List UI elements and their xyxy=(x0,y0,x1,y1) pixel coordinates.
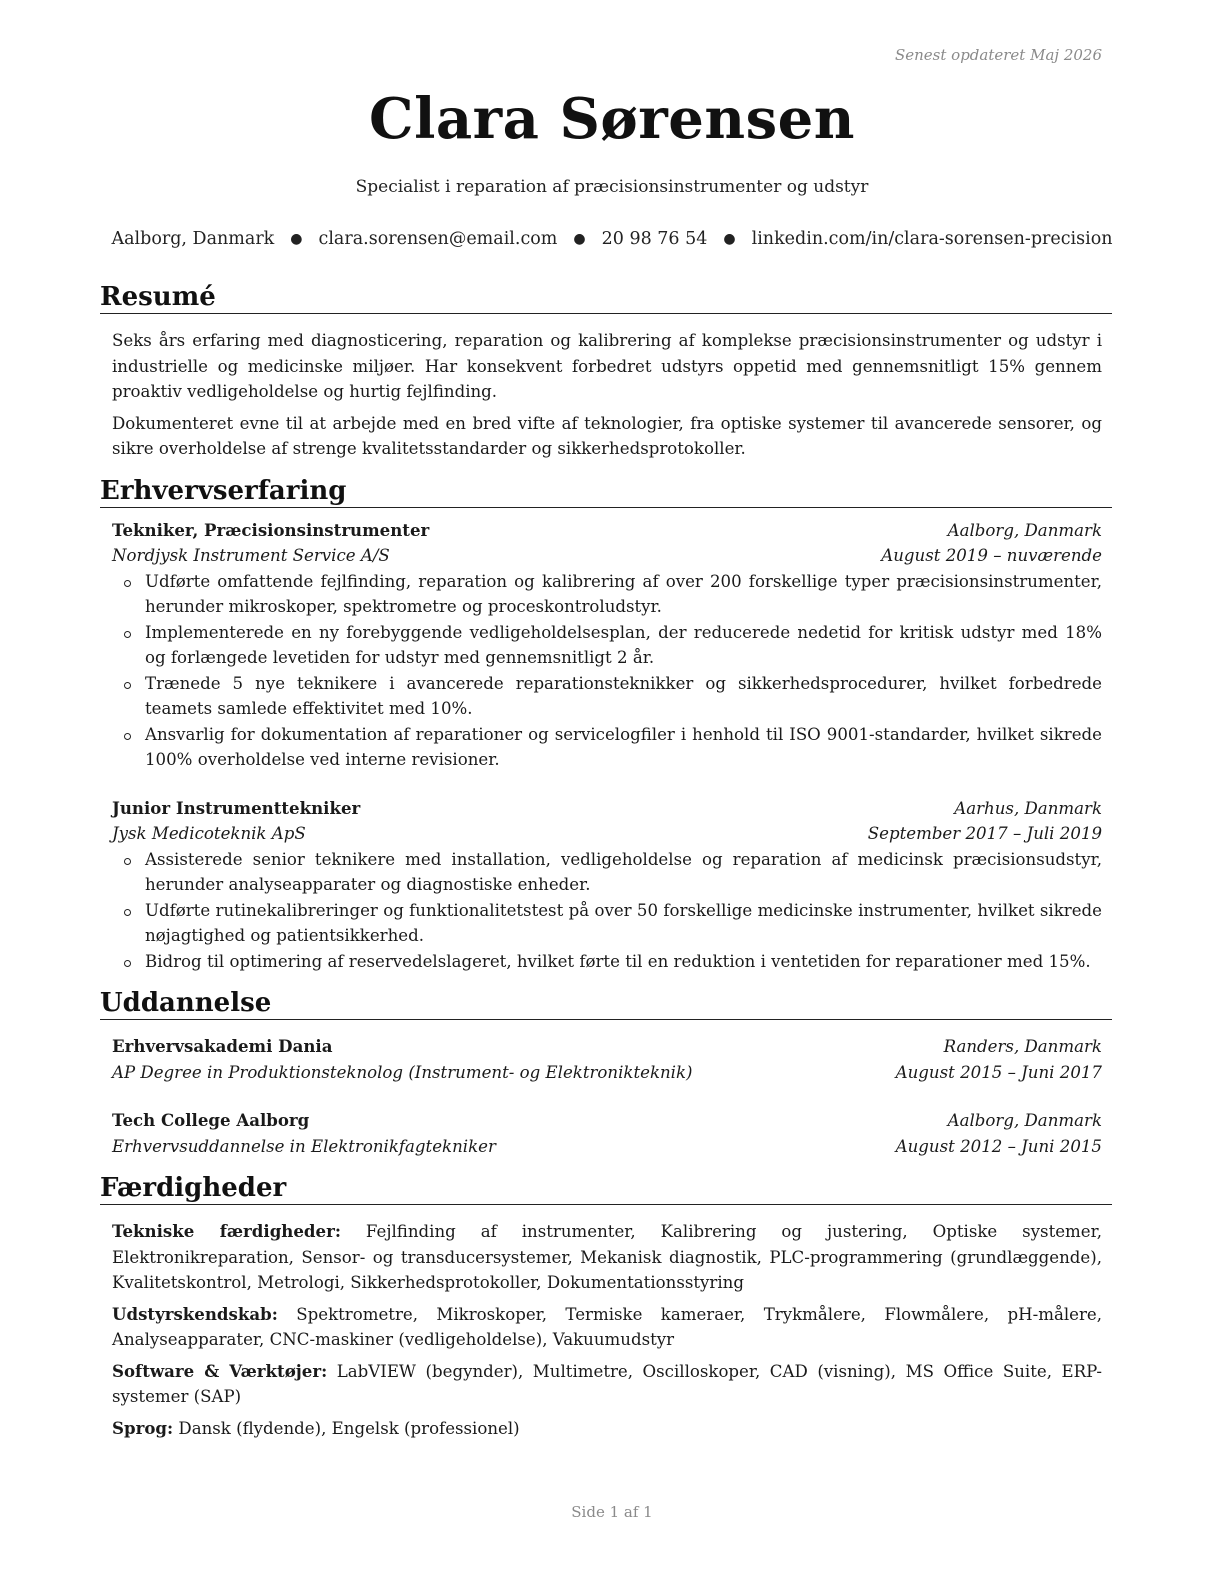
summary-paragraph: Seks års erfaring med diagnosticering, reparation og kalibrering af komplekse præcisionsinstrumenter og udstyr i industrielle og medicinske miljøer. Har konsekvent forbedret udstyrs oppetid med gennemsnitligt 15% gennem proaktiv vedligeholdelse og hurtig fejlfinding. xyxy=(112,331,1102,401)
page-number: Side 1 af 1 xyxy=(571,1503,653,1521)
candidate-name: Clara Sørensen xyxy=(369,86,855,152)
job-location: Aarhus, Danmark xyxy=(954,798,1102,818)
school-location: Aalborg, Danmark xyxy=(947,1111,1102,1130)
job-bullet: Ansvarlig for dokumentation af reparationer og servicelogfiler i henhold til ISO 9001-standarder, hvilket sikrede 100% overholdelse ved interne revisioner. xyxy=(145,722,1102,773)
bullet-separator-icon: ● xyxy=(573,231,586,247)
summary-paragraph: Dokumenteret evne til at arbejde med en bred vifte af teknologier, fra optiske systemer til avancerede sensorer, og sikre overholdelse af strenge kvalitetsstandarder og sikkerhedsprotokoller. xyxy=(112,413,1102,458)
degree-name: AP Degree in Produktionsteknolog (Instrument- og Elektronikteknik) xyxy=(112,1062,693,1082)
school-name: Tech College Aalborg xyxy=(112,1110,310,1130)
job-company-row xyxy=(112,821,1102,847)
education-degree-row xyxy=(112,1134,1102,1160)
school-location: Randers, Danmark xyxy=(943,1037,1102,1056)
skill-group-text: Spektrometre, Mikroskoper, Termiske kameraer, Trykmålere, Flowmålere, pH-målere, Analyseapparater, CNC-maskiner (vedligeholdelse), Vakuumudstyr xyxy=(112,1304,1102,1349)
school-name: Erhvervsakademi Dania xyxy=(112,1036,333,1056)
job-bullet: Trænede 5 nye teknikere i avancerede reparationsteknikker og sikkerhedsprocedurer, hvilket forbedrede teamets samlede effektivitet med 10%. xyxy=(145,671,1102,722)
contact-linkedin[interactable]: linkedin.com/in/clara-sorensen-precision xyxy=(751,229,1113,249)
skills-section xyxy=(100,1205,1112,1441)
section-heading-skills: Færdigheder xyxy=(100,1173,1112,1205)
skill-group-label: Sprog: xyxy=(112,1417,174,1438)
education-header-row xyxy=(112,1034,1102,1060)
job-bullets xyxy=(112,847,1102,975)
contact-location: Aalborg, Danmark xyxy=(111,229,275,249)
job-location: Aalborg, Danmark xyxy=(947,520,1102,540)
job-bullet: Bidrog til optimering af reservedelslageret, hvilket førte til en reduktion i ventetiden for reparationer med 15%. xyxy=(145,949,1102,975)
bullet-separator-icon: ● xyxy=(723,231,736,247)
last-updated-note: Senest opdateret Maj 2026 xyxy=(894,46,1102,64)
contact-email[interactable]: clara.sorensen@email.com xyxy=(318,229,558,249)
job-bullet: Udførte rutinekalibreringer og funktionalitetstest på over 50 forskellige medicinske instrumenter, hvilket sikrede nøjagtighed og patientsikkerhed. xyxy=(145,898,1102,949)
bullet-separator-icon: ● xyxy=(290,231,303,247)
education-entry xyxy=(112,1034,1102,1085)
job-dates: September 2017 – Juli 2019 xyxy=(867,824,1102,843)
candidate-title: Specialist i reparation af præcisionsinstrumenter og udstyr xyxy=(355,177,869,197)
section-heading-education: Uddannelse xyxy=(100,988,1112,1020)
job-header-row xyxy=(112,796,1102,822)
job-entry xyxy=(112,518,1102,773)
skill-group-text: Fejlfinding af instrumenter, Kalibrering og justering, Optiske systemer, Elektronikreparation, Sensor- og transducersystemer, Mekanisk diagnostik, PLC-programmering (grundlæggende), Kvalitetskontrol, Metrologi, Sikkerhedsprotokoller, Dokumentationsstyring xyxy=(112,1222,1102,1292)
skill-group-text: LabVIEW (begynder), Multimetre, Oscilloskoper, CAD (visning), MS Office Suite, ERP-systemer (SAP) xyxy=(112,1361,1102,1406)
education-dates: August 2015 – Juni 2017 xyxy=(895,1062,1102,1082)
job-bullet: Implementerede en ny forebyggende vedligeholdelsesplan, der reducerede nedetid for kritisk udstyr med 18% og forlængede levetiden for udstyr med gennemsnitligt 2 år. xyxy=(145,620,1102,671)
contact-phone: 20 98 76 54 xyxy=(601,229,708,249)
job-title: Junior Instrumenttekniker xyxy=(112,797,361,818)
skill-group xyxy=(112,1219,1102,1296)
education-section xyxy=(100,1020,1112,1159)
experience-section xyxy=(100,508,1112,975)
education-dates: August 2012 – Juni 2015 xyxy=(895,1136,1102,1156)
education-entry xyxy=(112,1108,1102,1159)
skill-group-text: Dansk (flydende), Engelsk (professionel) xyxy=(178,1418,520,1438)
section-heading-summary: Resumé xyxy=(100,282,1112,314)
section-heading-experience: Erhvervserfaring xyxy=(100,476,1112,508)
contact-line xyxy=(0,229,1224,249)
skill-group-label: Udstyrskendskab: xyxy=(112,1303,278,1324)
job-entry xyxy=(112,796,1102,975)
summary-section xyxy=(100,314,1112,462)
job-header-row xyxy=(112,518,1102,544)
job-company: Jysk Medicoteknik ApS xyxy=(112,824,306,843)
skill-group xyxy=(112,1416,1102,1442)
education-degree-row xyxy=(112,1060,1102,1086)
resume-content xyxy=(100,282,1112,1441)
skill-group xyxy=(112,1302,1102,1353)
job-bullets xyxy=(112,569,1102,773)
job-bullet: Assisterede senior teknikere med installation, vedligeholdelse og reparation af medicinsk præcisionsudstyr, herunder analyseapparater og diagnostiske enheder. xyxy=(145,847,1102,898)
skill-group xyxy=(112,1359,1102,1410)
degree-name: Erhvervsuddannelse in Elektronikfagtekniker xyxy=(112,1136,496,1156)
job-bullet: Udførte omfattende fejlfinding, reparation og kalibrering af over 200 forskellige typer præcisionsinstrumenter, herunder mikroskoper, spektrometre og proceskontroludstyr. xyxy=(145,569,1102,620)
skill-group-label: Tekniske færdigheder: xyxy=(112,1221,341,1241)
job-title: Tekniker, Præcisionsinstrumenter xyxy=(112,519,430,540)
education-header-row xyxy=(112,1108,1102,1134)
job-dates: August 2019 – nuværende xyxy=(881,546,1102,565)
job-company: Nordjysk Instrument Service A/S xyxy=(112,546,390,565)
job-company-row xyxy=(112,543,1102,569)
skill-group-label: Software & Værktøjer: xyxy=(112,1360,328,1381)
